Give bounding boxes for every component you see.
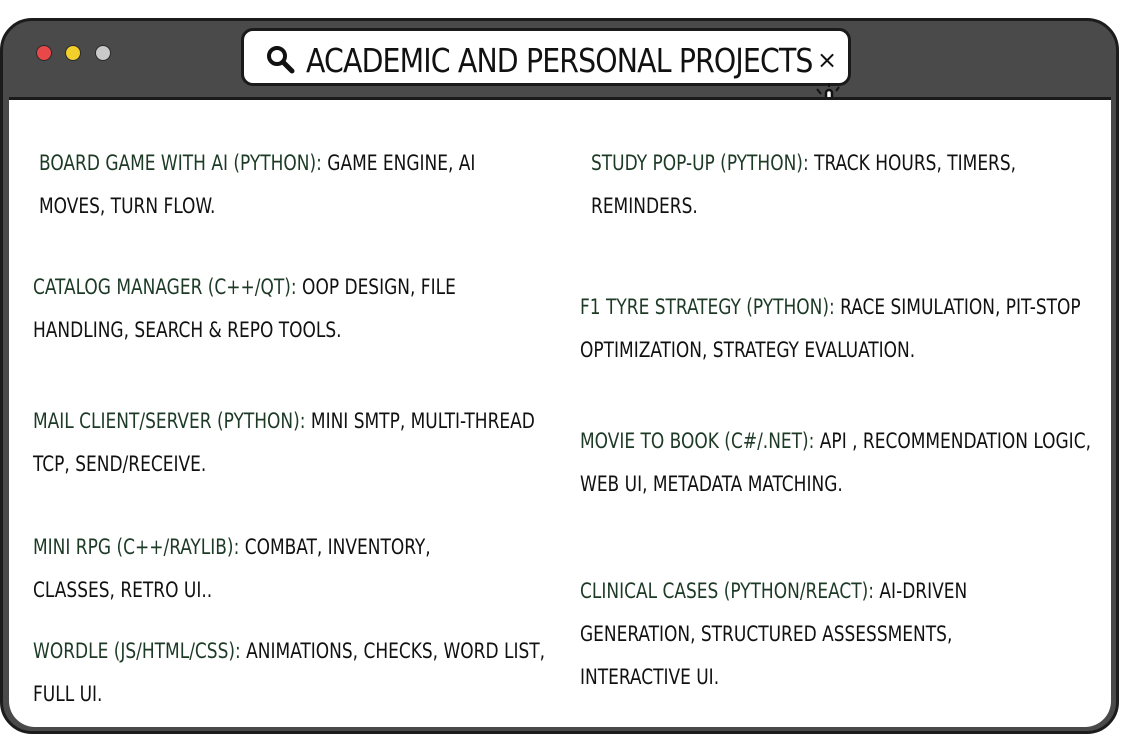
project-description: OOP DESIGN, FILE HANDLING, SEARCH & REPO TOOLS. bbox=[33, 275, 456, 342]
project-description: TRACK HOURS, TIMERS, REMINDERS. bbox=[591, 151, 1017, 218]
project-title: CLINICAL CASES (PYTHON/REACT): bbox=[580, 579, 875, 603]
clear-search-icon[interactable]: × bbox=[817, 46, 838, 74]
project-title: BOARD GAME WITH AI (PYTHON): bbox=[39, 151, 322, 175]
project-item-movie-to-book bbox=[580, 420, 1102, 506]
project-title: STUDY POP-UP (PYTHON): bbox=[591, 151, 809, 175]
projects-content bbox=[9, 97, 1111, 727]
project-description: API , RECOMMENDATION LOGIC, WEB UI, METADATA MATCHING. bbox=[580, 429, 1091, 496]
project-title: MINI RPG (C++/RAYLIB): bbox=[33, 535, 240, 559]
project-item-board-game bbox=[39, 142, 507, 228]
project-description: AI-DRIVEN GENERATION, STRUCTURED ASSESSMENTS, INTERACTIVE UI. bbox=[580, 579, 968, 689]
close-window-dot[interactable] bbox=[36, 45, 52, 61]
browser-window bbox=[0, 18, 1119, 734]
project-item-mini-rpg bbox=[33, 526, 501, 612]
search-bar[interactable] bbox=[241, 28, 851, 86]
project-item-mail-client bbox=[33, 400, 537, 486]
project-item-study-popup bbox=[591, 142, 1113, 228]
search-icon bbox=[264, 43, 296, 75]
search-query-text: ACADEMIC AND PERSONAL PROJECTS bbox=[306, 41, 813, 80]
project-item-f1-tyre-strategy bbox=[580, 286, 1102, 372]
project-title: MOVIE TO BOOK (C#/.NET): bbox=[580, 429, 815, 453]
project-title: CATALOG MANAGER (C++/QT): bbox=[33, 275, 297, 299]
project-description: MINI SMTP, MULTI-THREAD TCP, SEND/RECEIVE. bbox=[33, 409, 535, 476]
project-item-clinical-cases bbox=[580, 570, 1048, 699]
project-description: COMBAT, INVENTORY, CLASSES, RETRO UI.. bbox=[33, 535, 431, 602]
title-bar bbox=[3, 21, 1116, 97]
project-description: RACE SIMULATION, PIT-STOP OPTIMIZATION, STRATEGY EVALUATION. bbox=[580, 295, 1081, 362]
project-item-catalog-manager bbox=[33, 266, 537, 352]
project-description: ANIMATIONS, CHECKS, WORD LIST, FULL UI. bbox=[33, 639, 546, 706]
project-title: F1 TYRE STRATEGY (PYTHON): bbox=[580, 295, 835, 319]
project-item-wordle bbox=[33, 630, 546, 716]
maximize-window-dot[interactable] bbox=[95, 45, 111, 61]
minimize-window-dot[interactable] bbox=[65, 45, 81, 61]
project-title: MAIL CLIENT/SERVER (PYTHON): bbox=[33, 409, 306, 433]
project-title: WORDLE (JS/HTML/CSS): bbox=[33, 639, 241, 663]
project-description: GAME ENGINE, AI MOVES, TURN FLOW. bbox=[39, 151, 476, 218]
